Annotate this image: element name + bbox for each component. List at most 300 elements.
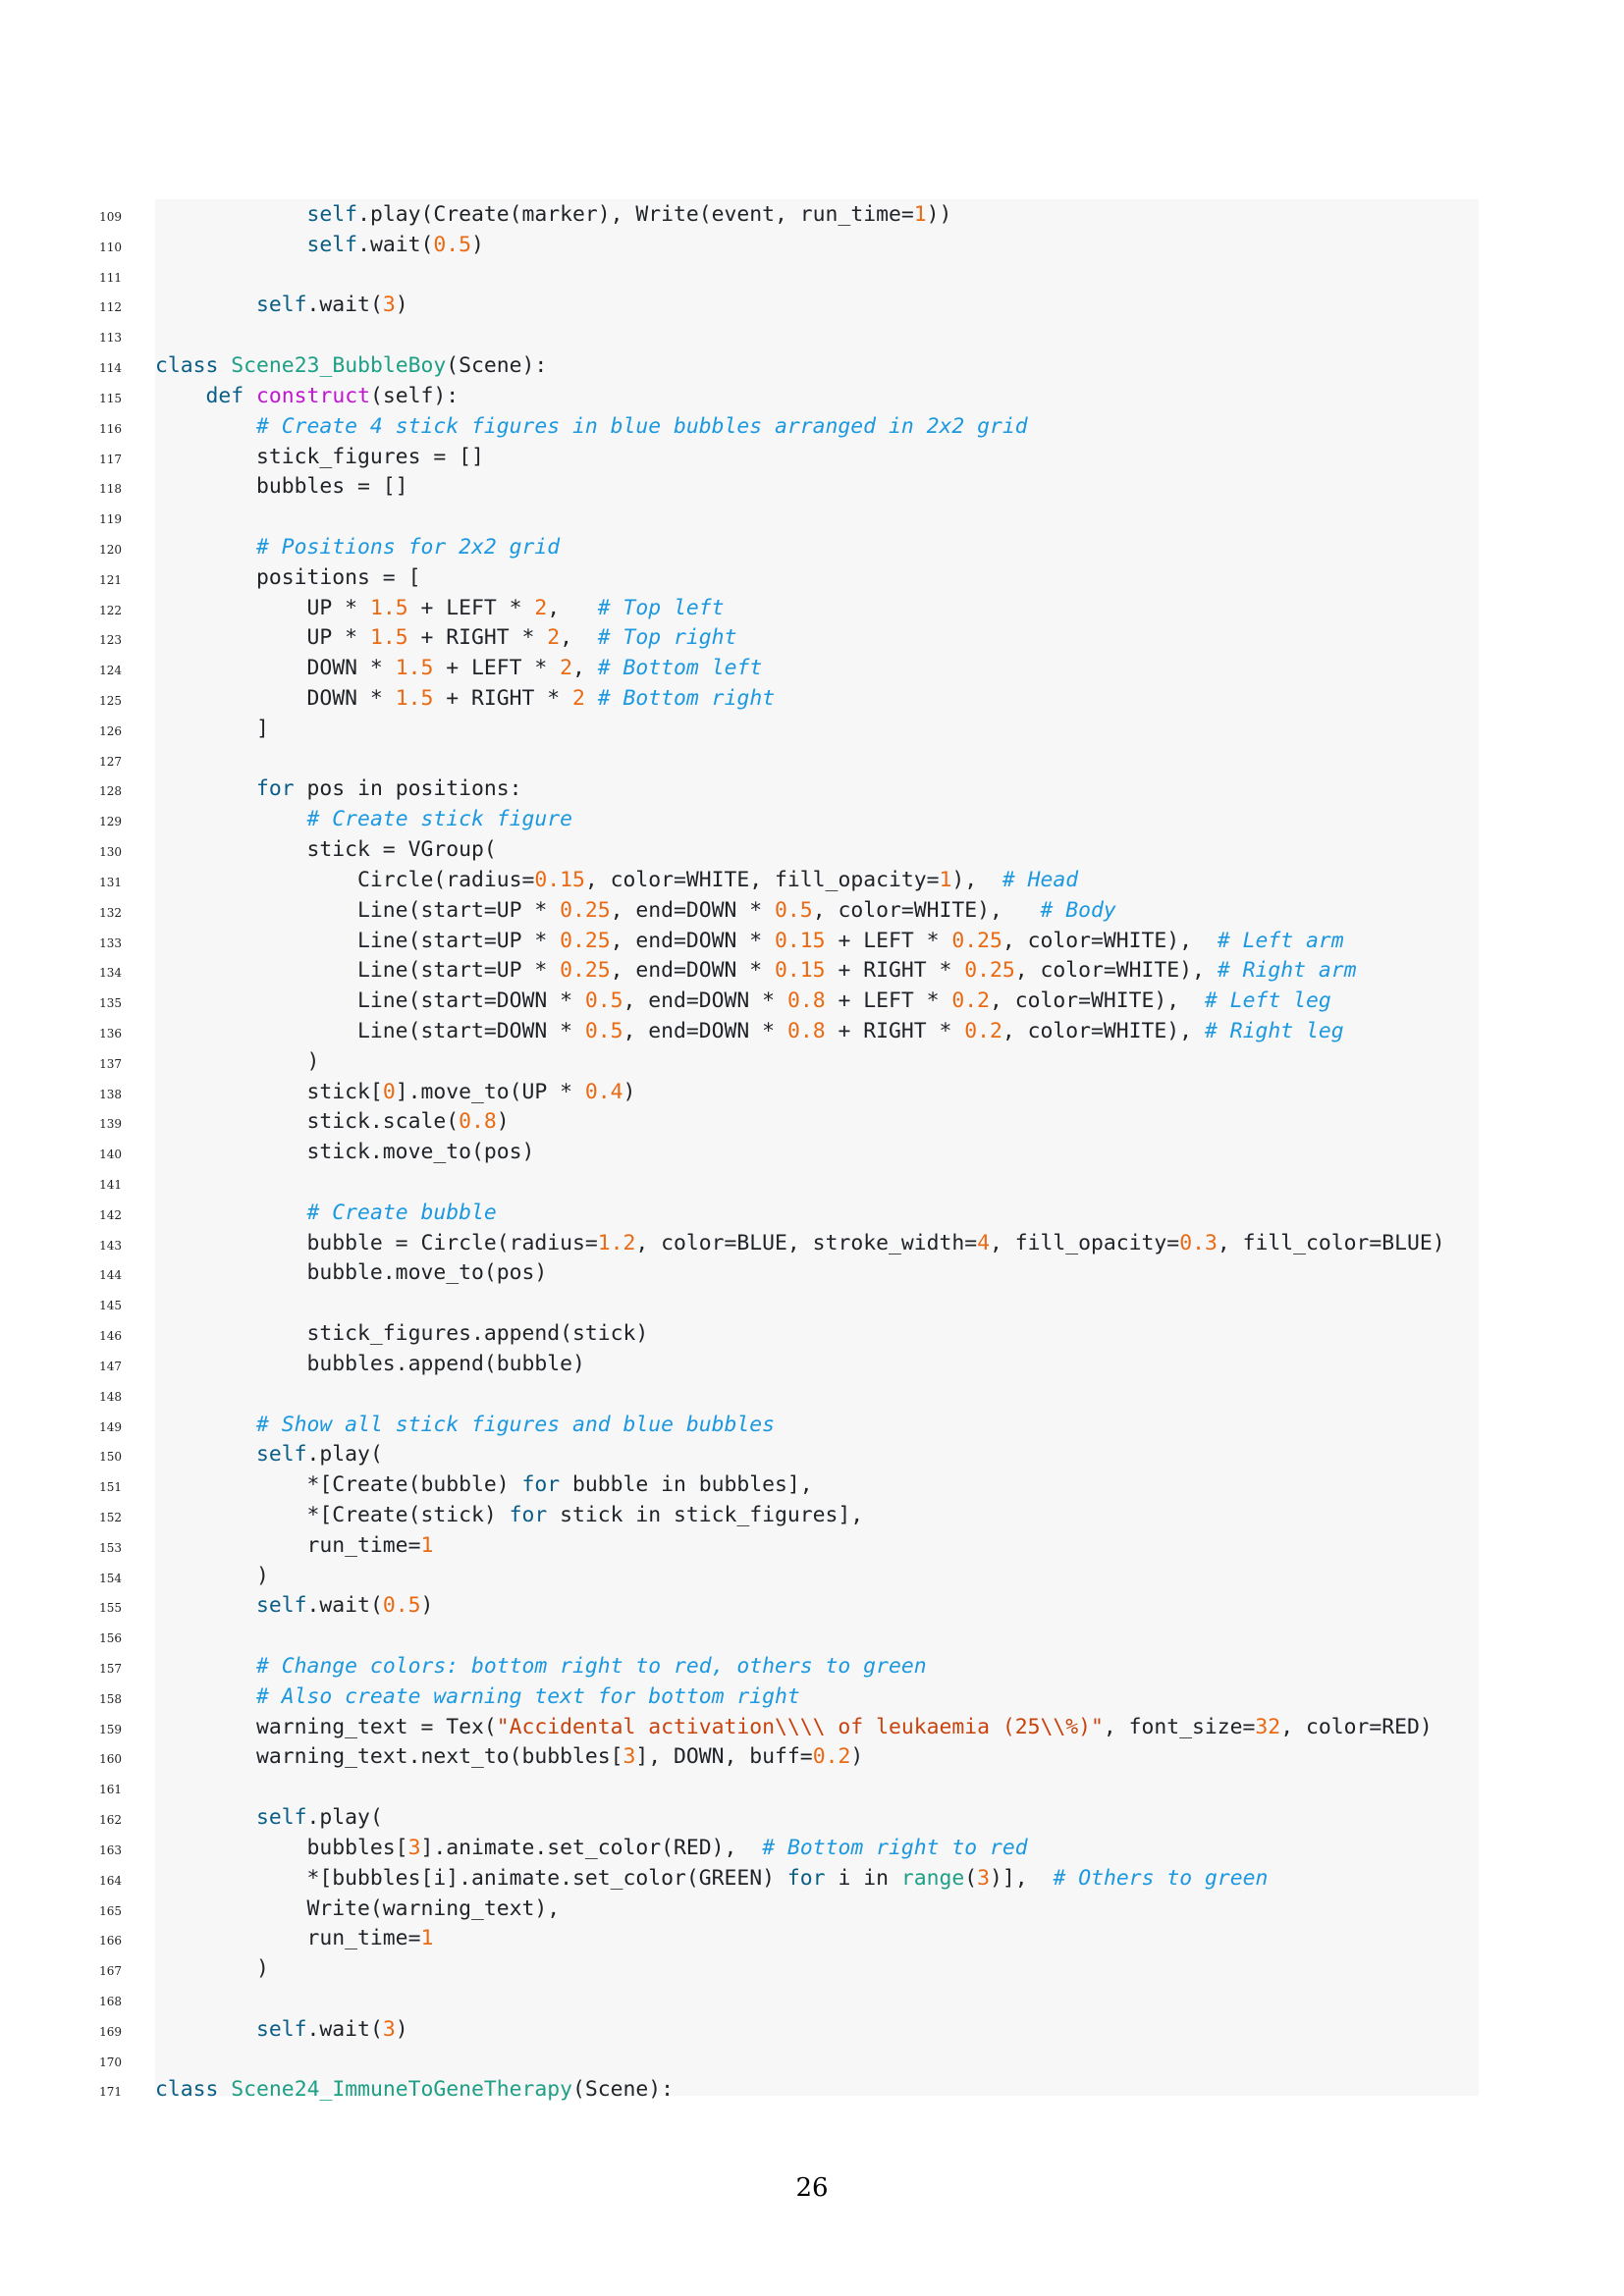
code-text — [155, 1048, 319, 1076]
code-token: ) — [155, 1048, 320, 1074]
code-token — [585, 686, 598, 711]
code-line — [0, 804, 1624, 834]
code-token: positions = [ — [155, 564, 421, 590]
code-token: self — [256, 1593, 307, 1619]
code-token: stick.scale( — [155, 1109, 460, 1135]
code-line — [0, 1953, 1624, 1984]
code-text — [155, 201, 951, 229]
line-number: 167 — [99, 1964, 122, 1979]
code-text — [155, 1200, 497, 1227]
code-line — [0, 1167, 1624, 1198]
code-token: , fill_opacity= — [990, 1230, 1180, 1255]
code-text — [155, 655, 762, 682]
line-number: 126 — [99, 723, 122, 738]
code-line — [0, 350, 1624, 381]
code-token: ), — [951, 867, 1002, 892]
code-line — [0, 290, 1624, 320]
code-line — [0, 1802, 1624, 1833]
code-token: + LEFT * — [407, 595, 535, 620]
line-number: 135 — [99, 996, 122, 1011]
code-token: class — [155, 2077, 219, 2103]
code-token: 1.5 — [369, 625, 408, 651]
code-text — [155, 1743, 863, 1771]
code-line — [0, 532, 1624, 562]
code-token: Circle(radius= — [155, 867, 535, 892]
code-token — [155, 807, 307, 831]
line-number: 169 — [99, 2024, 122, 2039]
line-number: 155 — [99, 1601, 122, 1616]
code-token: for — [509, 1502, 548, 1527]
code-text — [155, 232, 484, 259]
code-text — [155, 897, 1116, 925]
code-token: , end=DOWN * — [623, 988, 787, 1014]
code-token: class — [155, 353, 219, 379]
code-token: 0.25 — [560, 897, 611, 923]
code-token: .wait( — [306, 1593, 383, 1619]
code-token: )) — [926, 202, 952, 227]
code-token: , end=DOWN * — [610, 958, 776, 984]
code-token: ) — [395, 293, 408, 318]
code-token: pos in positions: — [294, 776, 522, 802]
code-token: self — [306, 202, 358, 227]
code-line — [0, 1077, 1624, 1107]
code-token: 0.25 — [964, 958, 1015, 984]
line-number: 137 — [99, 1056, 122, 1071]
code-token: 3 — [382, 293, 396, 318]
code-line — [0, 199, 1624, 230]
code-line — [0, 471, 1624, 502]
code-token: bubble = Circle(radius= — [155, 1230, 598, 1255]
line-number: 128 — [99, 784, 122, 799]
code-token: # Right arm — [1217, 958, 1357, 984]
code-token: run_time= — [155, 1926, 421, 1951]
code-token: range — [900, 1865, 965, 1891]
code-token: stick_figures = [] — [155, 444, 484, 469]
line-number: 129 — [99, 815, 122, 829]
line-number: 121 — [99, 572, 122, 587]
code-token: ) — [155, 1956, 269, 1982]
code-token: stick[ — [155, 1079, 383, 1104]
code-text — [155, 383, 459, 410]
code-line — [0, 1894, 1624, 1924]
line-number: 144 — [99, 1268, 122, 1283]
code-text — [155, 473, 408, 501]
code-token: 1 — [420, 1532, 434, 1558]
code-token: construct — [256, 383, 370, 408]
code-text — [155, 957, 1356, 985]
code-token: # Create bubble — [306, 1200, 497, 1225]
code-token: 0.2 — [951, 988, 991, 1014]
code-token: ], DOWN, buff= — [635, 1744, 813, 1770]
code-token — [155, 1442, 256, 1467]
line-number: 152 — [99, 1510, 122, 1524]
code-token: Scene23_BubbleBoy — [231, 353, 447, 379]
code-token: .play( — [306, 1805, 383, 1831]
code-text — [155, 1441, 383, 1468]
code-token: # Bottom right to red — [762, 1835, 1028, 1860]
line-number: 125 — [99, 694, 122, 708]
code-line — [0, 502, 1624, 532]
code-token: 0.5 — [584, 988, 623, 1014]
page-number: 26 — [795, 2173, 829, 2203]
code-line — [0, 1439, 1624, 1469]
code-listing — [0, 199, 1624, 2105]
code-token: 3 — [407, 1835, 421, 1860]
code-text — [155, 2016, 408, 2044]
code-line — [0, 744, 1624, 774]
code-token: )], — [990, 1865, 1054, 1891]
code-text — [155, 716, 269, 743]
code-line — [0, 1651, 1624, 1682]
code-token: 0.15 — [775, 928, 826, 953]
line-number: 146 — [99, 1329, 122, 1344]
code-token: 0.15 — [775, 958, 826, 984]
code-text — [155, 775, 521, 803]
code-text — [155, 564, 420, 592]
line-number: 159 — [99, 1722, 122, 1736]
line-number: 136 — [99, 1026, 122, 1041]
code-token: 0.2 — [812, 1744, 851, 1770]
code-line — [0, 1682, 1624, 1712]
line-number: 118 — [99, 482, 122, 497]
code-token — [155, 384, 206, 408]
code-token — [155, 293, 256, 317]
line-number: 111 — [99, 270, 122, 285]
code-token: , color=WHITE), — [990, 988, 1205, 1014]
line-number: 168 — [99, 1994, 122, 2008]
line-number: 123 — [99, 633, 122, 648]
code-token: , color=BLUE, stroke_width= — [635, 1230, 978, 1255]
code-line — [0, 1137, 1624, 1167]
code-line — [0, 1016, 1624, 1046]
code-text — [155, 1804, 383, 1832]
code-token: + RIGHT * — [433, 686, 572, 711]
code-text — [155, 1018, 1344, 1045]
code-token: warning_text.next_to(bubbles[ — [155, 1744, 623, 1770]
code-token: (self): — [369, 383, 460, 408]
code-token — [218, 2077, 231, 2102]
code-token: self — [256, 1442, 307, 1468]
code-text — [155, 1955, 269, 1983]
line-number: 124 — [99, 664, 122, 678]
line-number: 119 — [99, 512, 122, 527]
code-line — [0, 895, 1624, 926]
line-number: 134 — [99, 966, 122, 981]
code-text — [155, 1896, 560, 1923]
code-token: .play(Create(marker), Write(event, run_time= — [357, 202, 914, 227]
line-number: 141 — [99, 1178, 122, 1192]
code-line — [0, 1228, 1624, 1258]
code-token: bubbles[ — [155, 1835, 408, 1860]
code-token: run_time= — [155, 1532, 421, 1558]
code-token: ) — [850, 1744, 864, 1770]
code-token: stick_figures.append(stick) — [155, 1321, 649, 1347]
code-token: 3 — [382, 2016, 396, 2042]
line-number: 163 — [99, 1842, 122, 1857]
line-number: 170 — [99, 2055, 122, 2069]
code-line — [0, 2045, 1624, 2075]
code-token: 0.5 — [584, 1018, 623, 1043]
line-number: 166 — [99, 1934, 122, 1949]
code-token: , font_size= — [1103, 1714, 1256, 1739]
code-text — [155, 1592, 433, 1620]
code-line — [0, 1772, 1624, 1802]
code-token: 0.8 — [786, 1018, 826, 1043]
line-number: 122 — [99, 603, 122, 617]
code-token: Line(start=UP * — [155, 928, 561, 953]
code-text — [155, 292, 408, 319]
line-number: 151 — [99, 1480, 122, 1495]
line-number: 117 — [99, 452, 122, 466]
code-line — [0, 1046, 1624, 1077]
code-token: 1 — [420, 1926, 434, 1951]
code-text — [155, 534, 560, 561]
code-line — [0, 986, 1624, 1016]
code-token: stick.move_to(pos) — [155, 1140, 535, 1165]
code-token: # Show all stick figures and blue bubbles — [256, 1412, 776, 1437]
code-line — [0, 442, 1624, 472]
code-token: # Top left — [597, 595, 725, 620]
code-token: , end=DOWN * — [623, 1018, 787, 1043]
code-line — [0, 926, 1624, 956]
code-text — [155, 1351, 585, 1378]
code-text — [155, 928, 1344, 955]
line-number: 143 — [99, 1238, 122, 1253]
code-token: 1 — [939, 867, 952, 892]
code-token: + RIGHT * — [825, 958, 965, 984]
code-token: , — [572, 656, 598, 681]
code-token: stick in stick_figures], — [547, 1502, 864, 1527]
code-token: bubbles = [] — [155, 474, 408, 500]
code-line — [0, 411, 1624, 442]
code-token: Line(start=DOWN * — [155, 1018, 585, 1043]
code-token: , color=WHITE), — [1014, 958, 1218, 984]
code-line — [0, 1469, 1624, 1500]
code-line — [0, 381, 1624, 411]
code-line — [0, 1288, 1624, 1318]
code-text — [155, 685, 775, 713]
code-token: 1.5 — [395, 656, 434, 681]
code-token: ( — [964, 1865, 978, 1891]
line-number: 160 — [99, 1752, 122, 1767]
code-token: 0.25 — [560, 928, 611, 953]
code-line — [0, 1621, 1624, 1651]
line-number: 115 — [99, 391, 122, 405]
line-number: 162 — [99, 1813, 122, 1828]
code-line — [0, 230, 1624, 260]
code-token: # Others to green — [1053, 1865, 1269, 1891]
code-token: Scene24_ImmuneToGeneTherapy — [231, 2077, 573, 2103]
line-number: 165 — [99, 1903, 122, 1918]
code-token: 1.2 — [597, 1230, 636, 1255]
code-token: 0.4 — [584, 1079, 623, 1104]
code-token: (Scene): — [446, 353, 548, 379]
code-text — [155, 1653, 927, 1681]
line-number: 131 — [99, 875, 122, 889]
code-token — [244, 384, 256, 408]
code-token: .play( — [306, 1442, 383, 1468]
code-token — [155, 1684, 256, 1709]
code-token: 0.2 — [964, 1018, 1002, 1043]
code-token: # Bottom left — [597, 656, 763, 681]
code-token — [155, 1805, 256, 1830]
code-token: , — [547, 595, 598, 620]
code-token: , color=WHITE), — [1001, 928, 1218, 953]
code-token: # Also create warning text for bottom right — [256, 1683, 800, 1709]
code-token — [155, 776, 256, 801]
code-line — [0, 1712, 1624, 1742]
code-text — [155, 1502, 863, 1529]
line-number: 140 — [99, 1148, 122, 1162]
code-token: 1.5 — [395, 686, 434, 711]
code-text — [155, 352, 547, 380]
code-line — [0, 622, 1624, 653]
line-number: 150 — [99, 1450, 122, 1465]
code-token: for — [521, 1472, 561, 1498]
code-token: , color=WHITE, fill_opacity= — [584, 867, 940, 892]
code-token: 32 — [1255, 1714, 1281, 1739]
code-text — [155, 1230, 1445, 1257]
code-text — [155, 867, 1078, 894]
line-number: 158 — [99, 1691, 122, 1706]
code-token: stick = VGroup( — [155, 837, 497, 863]
code-token: + LEFT * — [433, 656, 561, 681]
code-token: self — [256, 293, 307, 318]
code-token: self — [256, 1805, 307, 1831]
code-text — [155, 1471, 813, 1499]
code-line — [0, 1349, 1624, 1379]
code-token: for — [256, 776, 295, 802]
code-token: 0.3 — [1179, 1230, 1218, 1255]
code-text — [155, 1259, 547, 1287]
line-number: 171 — [99, 2085, 122, 2100]
line-number: 120 — [99, 542, 122, 557]
code-token: Line(start=UP * — [155, 958, 561, 984]
code-token: *[Create(stick) — [155, 1502, 510, 1527]
line-number: 153 — [99, 1540, 122, 1555]
code-line — [0, 865, 1624, 895]
code-text — [155, 836, 497, 864]
code-token: # Change colors: bottom right to red, others to green — [256, 1654, 927, 1679]
code-token: # Top right — [597, 625, 737, 651]
code-token: .wait( — [306, 2016, 383, 2042]
line-number: 113 — [99, 331, 122, 346]
code-line — [0, 1741, 1624, 1772]
code-line — [0, 1530, 1624, 1561]
line-number: 149 — [99, 1419, 122, 1434]
code-token: bubble.move_to(pos) — [155, 1260, 548, 1286]
code-line — [0, 1923, 1624, 1953]
code-text — [155, 1079, 635, 1106]
code-token: .wait( — [306, 293, 383, 318]
code-text — [155, 988, 1331, 1015]
code-token: # Right leg — [1204, 1018, 1344, 1043]
code-token — [155, 535, 256, 560]
line-number: 145 — [99, 1299, 122, 1313]
line-number: 157 — [99, 1662, 122, 1676]
code-token: 3 — [977, 1865, 991, 1891]
code-token: ) — [623, 1079, 636, 1104]
code-token: + RIGHT * — [407, 625, 548, 651]
code-token: Write(warning_text), — [155, 1896, 561, 1921]
line-number: 109 — [99, 210, 122, 224]
code-token: 0.8 — [459, 1109, 497, 1135]
code-token: , fill_color=BLUE) — [1217, 1230, 1445, 1255]
code-token: 1.5 — [369, 595, 408, 620]
code-token: 4 — [977, 1230, 990, 1255]
code-token: 0.5 — [382, 1593, 421, 1619]
code-line — [0, 562, 1624, 593]
code-token: ) — [420, 1593, 434, 1619]
code-line — [0, 1984, 1624, 2014]
code-line — [0, 774, 1624, 804]
code-line — [0, 260, 1624, 291]
code-token: , end=DOWN * — [610, 897, 776, 923]
code-text — [155, 595, 725, 622]
code-token — [155, 1654, 256, 1679]
line-number: 139 — [99, 1117, 122, 1132]
code-line — [0, 1561, 1624, 1591]
code-token: + RIGHT * — [825, 1018, 965, 1043]
line-number: 154 — [99, 1571, 122, 1585]
code-token: ) — [395, 2016, 408, 2042]
code-token: "Accidental activation\\\\ of leukaemia (25\\%)" — [496, 1714, 1104, 1739]
code-token: DOWN * — [155, 686, 396, 711]
code-token: self — [306, 232, 358, 257]
line-number: 133 — [99, 935, 122, 950]
code-line — [0, 1106, 1624, 1137]
code-token: ].move_to(UP * — [395, 1079, 585, 1104]
line-number: 110 — [99, 240, 122, 254]
code-token: *[bubbles[i].animate.set_color(GREEN) — [155, 1865, 787, 1891]
code-text — [155, 2076, 674, 2104]
code-token: , — [560, 625, 598, 651]
code-token: UP * — [155, 625, 370, 651]
code-text — [155, 1925, 433, 1952]
code-line — [0, 1863, 1624, 1894]
code-token: 0.15 — [534, 867, 585, 892]
code-token: 0.25 — [560, 958, 611, 984]
line-number: 116 — [99, 421, 122, 436]
code-text — [155, 444, 484, 471]
code-token: def — [205, 383, 244, 408]
code-line — [0, 955, 1624, 986]
code-token — [155, 1593, 256, 1618]
code-token: DOWN * — [155, 656, 396, 681]
code-token: , color=WHITE), — [1001, 1018, 1205, 1043]
code-token: ) — [470, 232, 484, 257]
code-token: ) — [496, 1109, 510, 1135]
code-token: # Head — [1001, 867, 1079, 892]
code-token: # Body — [1040, 897, 1116, 923]
line-number: 138 — [99, 1087, 122, 1101]
code-token: .wait( — [357, 232, 434, 257]
line-number: 142 — [99, 1207, 122, 1222]
code-token: # Create stick figure — [306, 807, 572, 832]
line-number: 130 — [99, 845, 122, 860]
code-token: UP * — [155, 595, 370, 620]
code-token: *[Create(bubble) — [155, 1472, 522, 1498]
code-token: bubble in bubbles], — [560, 1472, 813, 1498]
code-line — [0, 1198, 1624, 1228]
code-token: i in — [825, 1865, 901, 1891]
line-number: 156 — [99, 1631, 122, 1646]
code-token — [155, 2017, 256, 2042]
code-token: 2 — [572, 686, 585, 711]
code-text — [155, 1683, 800, 1711]
code-line — [0, 2014, 1624, 2045]
code-token: # Left leg — [1204, 988, 1331, 1014]
